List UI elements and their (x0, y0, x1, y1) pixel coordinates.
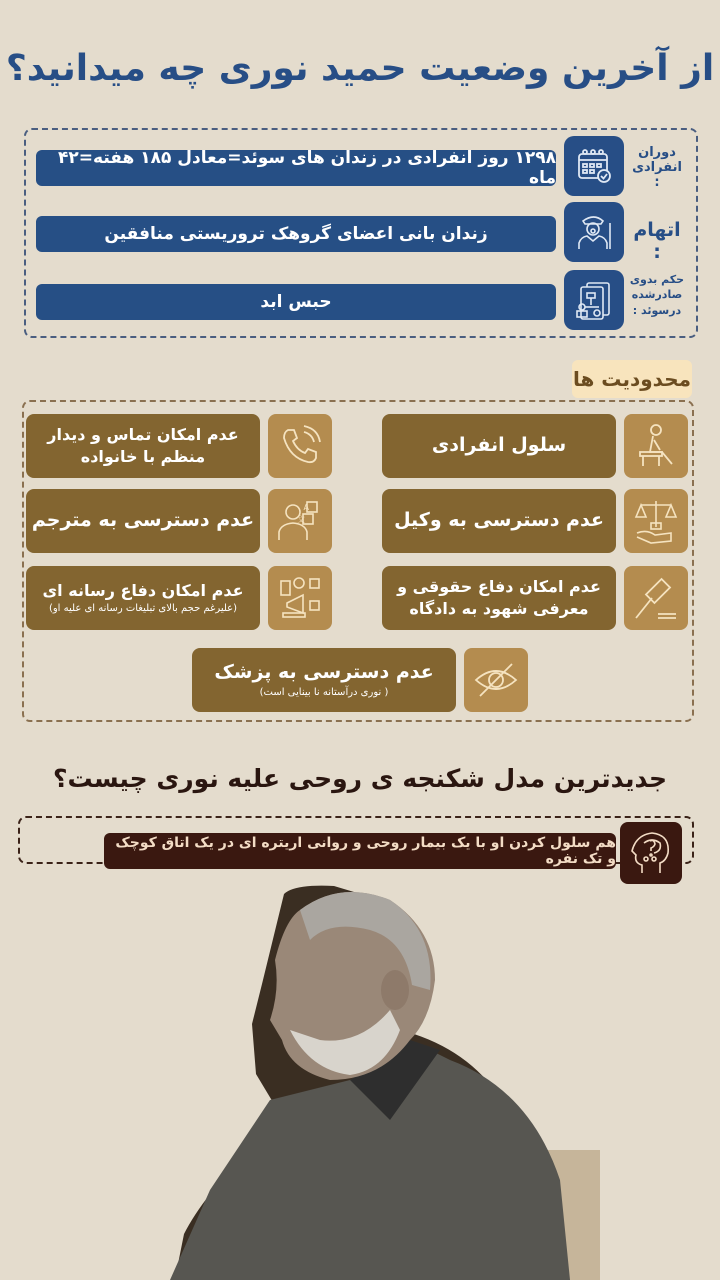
restriction-title: عدم دسترسی به وکیل (382, 489, 616, 553)
restrictions-heading: محدودیت ها (572, 360, 692, 398)
restriction-item (192, 648, 528, 712)
solitary-sitting-person-icon (624, 414, 688, 478)
info-row-label: اتهام : (633, 219, 681, 263)
info-row-charge (26, 202, 696, 262)
restriction-note: ( نوری درآستانه نا بینایی است) (259, 687, 389, 699)
restriction-item (26, 414, 332, 478)
eye-slash-icon (464, 648, 528, 712)
info-row-value: زندان بانی اعضای گروهک تروریستی منافقین (36, 216, 556, 252)
info-row-value: حبس ابد (36, 284, 556, 320)
info-row-verdict (26, 270, 696, 330)
restriction-title: عدم دسترسی به مترجم (26, 489, 260, 553)
torture-question-heading: جدیدترین مدل شکنجه ی روحی علیه نوری چیست؟ (53, 764, 667, 793)
torture-answer: هم سلول کردن او با یک بیمار روحی و روانی اریتره ای در یک اتاق کوچک و تک نفره (104, 833, 616, 869)
prison-guard-icon (564, 202, 624, 262)
info-row-solitary-period (26, 136, 696, 196)
restriction-title: عدم امکان دفاع حقوقی و معرفی شهود به دادگاه (382, 566, 616, 630)
restriction-item (26, 566, 332, 630)
brain-question-icon (620, 822, 682, 884)
info-panel (24, 128, 698, 338)
hamid-nouri-photo (150, 870, 600, 1280)
restriction-item (26, 489, 332, 553)
restriction-item (382, 414, 688, 478)
restriction-item-body (26, 566, 260, 630)
restriction-item (382, 566, 688, 630)
scales-of-justice-icon (624, 489, 688, 553)
translator-icon (268, 489, 332, 553)
gavel-icon (624, 566, 688, 630)
restriction-title: عدم امکان دفاع رسانه ای (42, 581, 244, 601)
court-document-icon (564, 270, 624, 330)
restriction-title: عدم دسترسی به پزشک (214, 661, 434, 684)
phone-call-icon (268, 414, 332, 478)
info-row-label: حکم بدوی صادرشده درسوئد : (629, 273, 685, 317)
restriction-note: (علیرغم حجم بالای تبلیغات رسانه ای علیه او) (48, 603, 238, 615)
svg-text:文: 文 (297, 515, 305, 524)
restriction-title: سلول انفرادی (382, 414, 616, 478)
calendar-check-icon (564, 136, 624, 196)
page-title: از آخرین وضعیت حمید نوری چه میدانید؟ (5, 48, 715, 89)
restriction-title: عدم امکان تماس و دیدار منظم با خانواده (26, 414, 260, 478)
restriction-item-body (192, 648, 456, 712)
info-row-value: ۱۲۹۸ روز انفرادی در زندان های سوئد=معادل ۱۸۵ هفته=۴۲ ماه (36, 150, 556, 186)
svg-text:A: A (303, 503, 309, 512)
info-row-label: دوران انفرادی : (632, 145, 682, 190)
restriction-item (382, 489, 688, 553)
media-megaphone-icon (268, 566, 332, 630)
